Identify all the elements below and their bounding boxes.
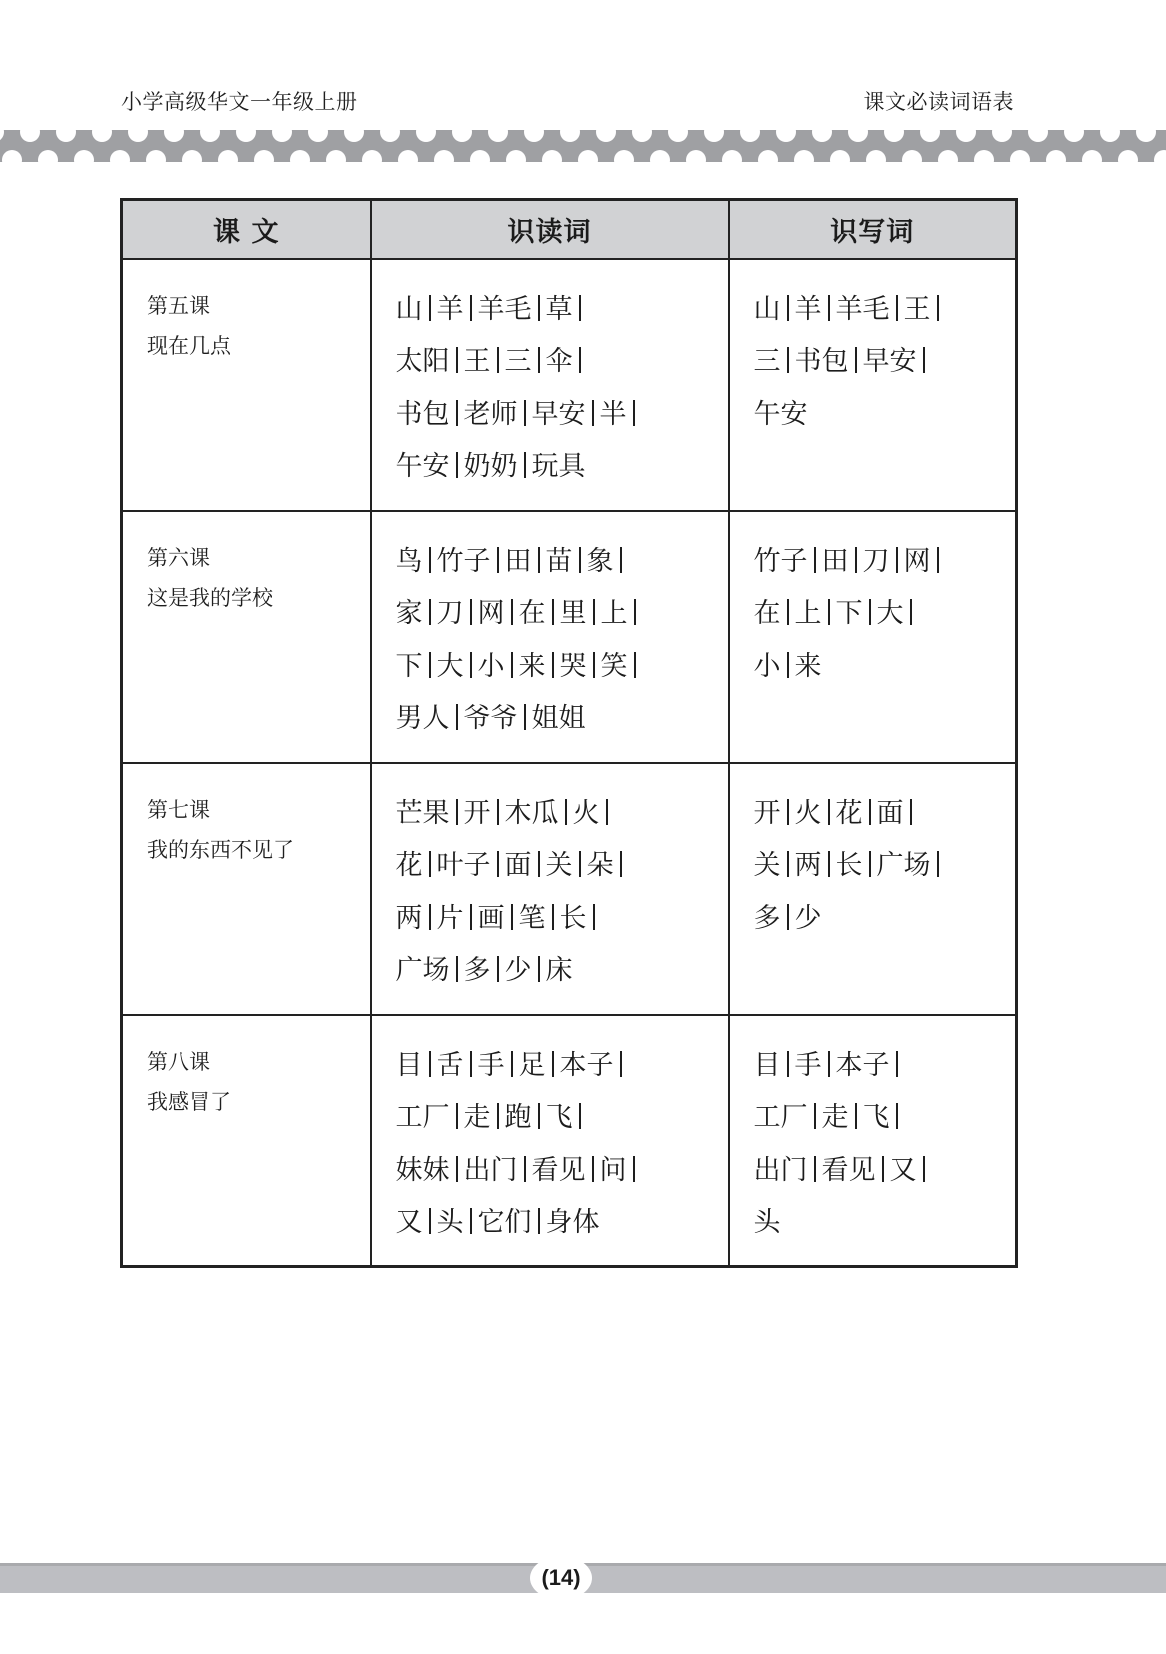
separator-bar (497, 799, 499, 825)
separator-bar (470, 295, 472, 321)
vocab-word: 妹妹 (395, 1154, 450, 1186)
separator-bar (937, 851, 939, 877)
vocab-word: 下 (835, 598, 863, 629)
write-words-cell (729, 1015, 1017, 1267)
vocab-word: 在 (518, 598, 546, 629)
vocab-word: 在 (753, 598, 781, 629)
vocab-word: 看见 (531, 1154, 586, 1186)
vocab-word: 姐姐 (531, 703, 586, 734)
vocab-word: 羊毛 (835, 293, 890, 325)
separator-bar (787, 652, 789, 678)
vocab-word: 王 (463, 346, 491, 377)
separator-bar (787, 295, 789, 321)
vocab-word: 哭 (559, 650, 587, 682)
vocab-word: 午安 (753, 398, 808, 430)
separator-bar (579, 347, 581, 373)
vocab-word: 来 (518, 650, 546, 682)
separator-bar (620, 547, 622, 573)
lesson-cell (122, 259, 371, 511)
separator-bar (470, 599, 472, 625)
vocab-word: 火 (794, 797, 822, 829)
vocab-word: 网 (477, 598, 505, 629)
vocab-word: 问 (599, 1154, 627, 1186)
word-line (754, 1145, 1016, 1198)
word-line (396, 284, 728, 337)
vocab-word: 又 (395, 1207, 423, 1238)
separator-bar (538, 1103, 540, 1129)
word-line (396, 840, 728, 893)
word-line (396, 788, 728, 841)
vocab-word: 飞 (862, 1102, 890, 1133)
vocab-word: 鸟 (395, 545, 423, 577)
word-line (754, 1197, 1016, 1250)
vocab-word: 两 (794, 850, 822, 881)
vocab-word: 多 (753, 902, 781, 934)
vocab-word: 朵 (586, 850, 614, 881)
word-line (754, 588, 1016, 641)
separator-bar (634, 652, 636, 678)
separator-bar (456, 799, 458, 825)
lesson-title: 现在几点 (147, 333, 231, 358)
separator-bar (579, 1103, 581, 1129)
vocab-word: 大 (436, 650, 464, 682)
vocab-word: 目 (753, 1049, 781, 1081)
vocab-word: 木瓜 (504, 797, 559, 829)
separator-bar (620, 1051, 622, 1077)
vocab-word: 奶奶 (463, 451, 518, 482)
separator-bar (579, 851, 581, 877)
word-line (396, 893, 728, 946)
separator-bar (511, 599, 513, 625)
word-line (754, 641, 1016, 694)
vocab-word: 它们 (477, 1207, 532, 1238)
vocab-word: 看见 (821, 1154, 876, 1186)
separator-bar (828, 599, 830, 625)
vocab-word: 里 (559, 598, 587, 629)
vocab-word: 长 (559, 902, 587, 934)
table-header-row (122, 200, 1017, 259)
separator-bar (565, 799, 567, 825)
vocab-word: 男人 (395, 703, 450, 734)
column-header-read-words: 识读词 (371, 200, 729, 259)
vocab-word: 片 (436, 902, 464, 934)
write-words-cell (729, 511, 1017, 763)
vocab-word: 王 (903, 293, 931, 325)
vocab-word: 头 (753, 1207, 781, 1238)
read-words-cell (371, 763, 729, 1015)
separator-bar (552, 599, 554, 625)
separator-bar (511, 652, 513, 678)
vocab-word: 工厂 (395, 1102, 450, 1133)
word-line (754, 284, 1016, 337)
separator-bar (592, 400, 594, 426)
vocab-word: 家 (395, 598, 423, 629)
word-line (396, 536, 728, 589)
page-number-badge (530, 1556, 592, 1600)
vocab-word: 面 (504, 850, 532, 881)
vocab-word: 手 (477, 1049, 505, 1081)
separator-bar (923, 347, 925, 373)
separator-bar (497, 347, 499, 373)
separator-bar (896, 547, 898, 573)
separator-bar (787, 904, 789, 930)
separator-bar (896, 1051, 898, 1077)
vocab-word: 两 (395, 902, 423, 934)
write-words-cell (729, 763, 1017, 1015)
vocab-word: 面 (876, 797, 904, 829)
vocab-word: 早安 (862, 346, 917, 377)
separator-bar (787, 347, 789, 373)
vocabulary-table (120, 198, 1018, 1268)
column-header-lesson: 课 文 (122, 200, 371, 259)
vocab-word: 太阳 (395, 346, 450, 377)
vocab-word: 网 (903, 545, 931, 577)
vocab-word: 出门 (463, 1154, 518, 1186)
vocab-word: 伞 (545, 346, 573, 377)
separator-bar (538, 547, 540, 573)
vocab-word: 出门 (753, 1154, 808, 1186)
word-line (396, 945, 728, 998)
vocab-word: 手 (794, 1049, 822, 1081)
vocab-word: 花 (835, 797, 863, 829)
separator-bar (429, 851, 431, 877)
vocab-word: 半 (599, 398, 627, 430)
vocab-word: 午安 (395, 451, 450, 482)
separator-bar (470, 1208, 472, 1234)
vocab-word: 玩具 (531, 451, 586, 482)
separator-bar (456, 1103, 458, 1129)
word-line (754, 1040, 1016, 1093)
separator-bar (814, 547, 816, 573)
word-line (396, 1092, 728, 1145)
vocab-word: 山 (395, 293, 423, 325)
separator-bar (538, 347, 540, 373)
separator-bar (828, 799, 830, 825)
vocab-word: 足 (518, 1049, 546, 1081)
separator-bar (497, 547, 499, 573)
vocab-word: 又 (889, 1154, 917, 1186)
vocab-word: 草 (545, 293, 573, 325)
vocab-word: 目 (395, 1049, 423, 1081)
separator-bar (456, 704, 458, 730)
vocab-word: 象 (586, 545, 614, 577)
separator-bar (882, 1156, 884, 1182)
separator-bar (497, 1103, 499, 1129)
word-line (754, 788, 1016, 841)
separator-bar (552, 652, 554, 678)
word-line (754, 840, 1016, 893)
read-words-cell (371, 259, 729, 511)
separator-bar (429, 599, 431, 625)
read-words-cell (371, 1015, 729, 1267)
vocab-word: 床 (545, 955, 573, 986)
vocab-word: 羊毛 (477, 293, 532, 325)
vocab-word: 关 (753, 850, 781, 881)
vocab-word: 本子 (559, 1049, 614, 1081)
separator-bar (937, 547, 939, 573)
separator-bar (497, 851, 499, 877)
separator-bar (593, 904, 595, 930)
separator-bar (524, 1156, 526, 1182)
vocab-word: 爷爷 (463, 703, 518, 734)
vocab-word: 笑 (600, 650, 628, 682)
lesson-number: 第五课 (147, 293, 210, 318)
vocab-word: 广场 (395, 955, 450, 986)
separator-bar (538, 851, 540, 877)
separator-bar (429, 295, 431, 321)
table-row (122, 259, 1017, 511)
vocab-word: 山 (753, 293, 781, 325)
separator-bar (869, 599, 871, 625)
lesson-number: 第八课 (147, 1049, 210, 1074)
separator-bar (869, 851, 871, 877)
separator-bar (910, 599, 912, 625)
separator-bar (869, 799, 871, 825)
separator-bar (429, 1051, 431, 1077)
separator-bar (828, 851, 830, 877)
separator-bar (814, 1156, 816, 1182)
separator-bar (923, 1156, 925, 1182)
separator-bar (552, 1051, 554, 1077)
separator-bar (620, 851, 622, 877)
separator-bar (787, 1051, 789, 1077)
vocab-word: 头 (436, 1207, 464, 1238)
word-line (754, 1092, 1016, 1145)
read-words-cell (371, 511, 729, 763)
separator-bar (787, 599, 789, 625)
vocab-word: 叶子 (436, 850, 491, 881)
vocab-word: 刀 (436, 598, 464, 629)
separator-bar (910, 799, 912, 825)
section-title: 课文必读词语表 (863, 90, 1014, 114)
separator-bar (633, 1156, 635, 1182)
scalloped-divider (0, 130, 1166, 162)
lesson-number: 第六课 (147, 545, 210, 570)
lesson-title: 我的东西不见了 (147, 837, 294, 862)
vocab-word: 火 (572, 797, 600, 829)
vocab-word: 三 (504, 346, 532, 377)
separator-bar (579, 547, 581, 573)
word-line (754, 336, 1016, 389)
separator-bar (593, 652, 595, 678)
vocab-word: 关 (545, 850, 573, 881)
vocab-word: 本子 (835, 1049, 890, 1081)
vocab-word: 小 (753, 650, 781, 682)
vocab-word: 少 (504, 955, 532, 986)
separator-bar (524, 400, 526, 426)
separator-bar (456, 347, 458, 373)
vocab-word: 刀 (862, 545, 890, 577)
separator-bar (429, 904, 431, 930)
separator-bar (592, 1156, 594, 1182)
vocab-word: 下 (395, 650, 423, 682)
word-line (396, 1040, 728, 1093)
separator-bar (855, 347, 857, 373)
word-line (396, 693, 728, 746)
book-title: 小学高级华文一年级上册 (121, 90, 358, 114)
vocab-word: 来 (794, 650, 822, 682)
page-number: (14) (541, 1565, 581, 1590)
separator-bar (470, 904, 472, 930)
separator-bar (634, 599, 636, 625)
lesson-cell (122, 511, 371, 763)
separator-bar (470, 1051, 472, 1077)
word-line (396, 1145, 728, 1198)
word-line (754, 536, 1016, 589)
vocab-word: 开 (753, 797, 781, 829)
separator-bar (814, 1103, 816, 1129)
running-header (0, 86, 1166, 122)
separator-bar (429, 1208, 431, 1234)
word-line (396, 389, 728, 442)
separator-bar (538, 295, 540, 321)
separator-bar (855, 1103, 857, 1129)
separator-bar (456, 452, 458, 478)
word-line (396, 336, 728, 389)
vocab-word: 笔 (518, 902, 546, 934)
vocab-word: 苗 (545, 545, 573, 577)
separator-bar (524, 452, 526, 478)
vocab-word: 广场 (876, 850, 931, 881)
table-row (122, 1015, 1017, 1267)
vocab-word: 竹子 (436, 545, 491, 577)
separator-bar (828, 295, 830, 321)
table-row (122, 511, 1017, 763)
lesson-title: 这是我的学校 (147, 585, 273, 610)
separator-bar (511, 904, 513, 930)
separator-bar (511, 1051, 513, 1077)
separator-bar (456, 1156, 458, 1182)
vocab-word: 芒果 (395, 797, 450, 829)
separator-bar (828, 1051, 830, 1077)
vocab-word: 多 (463, 955, 491, 986)
separator-bar (456, 956, 458, 982)
word-line (396, 1197, 728, 1250)
vocab-word: 大 (876, 598, 904, 629)
separator-bar (497, 956, 499, 982)
vocab-word: 小 (477, 650, 505, 682)
separator-bar (470, 652, 472, 678)
vocab-word: 走 (463, 1102, 491, 1133)
separator-bar (579, 295, 581, 321)
vocab-word: 少 (794, 902, 822, 934)
separator-bar (538, 956, 540, 982)
separator-bar (593, 599, 595, 625)
separator-bar (429, 652, 431, 678)
separator-bar (606, 799, 608, 825)
word-line (396, 641, 728, 694)
table-row (122, 763, 1017, 1015)
vocab-word: 工厂 (753, 1102, 808, 1133)
separator-bar (633, 400, 635, 426)
vocab-word: 早安 (531, 398, 586, 430)
vocab-word: 羊 (794, 293, 822, 325)
vocab-word: 开 (463, 797, 491, 829)
vocab-word: 花 (395, 850, 423, 881)
vocab-word: 画 (477, 902, 505, 934)
vocab-word: 长 (835, 850, 863, 881)
lesson-number: 第七课 (147, 797, 210, 822)
vocab-word: 飞 (545, 1102, 573, 1133)
word-line (754, 389, 1016, 442)
separator-bar (552, 904, 554, 930)
word-line (396, 441, 728, 494)
separator-bar (896, 1103, 898, 1129)
vocab-word: 竹子 (753, 545, 808, 577)
vocab-word: 田 (504, 545, 532, 577)
separator-bar (538, 1208, 540, 1234)
word-line (754, 893, 1016, 946)
write-words-cell (729, 259, 1017, 511)
separator-bar (855, 547, 857, 573)
lesson-title: 我感冒了 (147, 1089, 231, 1114)
vocab-word: 上 (600, 598, 628, 629)
separator-bar (787, 799, 789, 825)
vocab-word: 羊 (436, 293, 464, 325)
separator-bar (429, 547, 431, 573)
separator-bar (937, 295, 939, 321)
separator-bar (787, 851, 789, 877)
column-header-write-words: 识写词 (729, 200, 1017, 259)
vocab-word: 书包 (395, 398, 450, 430)
vocab-word: 走 (821, 1102, 849, 1133)
vocab-word: 上 (794, 598, 822, 629)
separator-bar (896, 295, 898, 321)
lesson-cell (122, 1015, 371, 1267)
vocab-word: 老师 (463, 398, 518, 430)
separator-bar (524, 704, 526, 730)
vocab-word: 舌 (436, 1049, 464, 1081)
vocab-word: 田 (821, 545, 849, 577)
word-line (396, 588, 728, 641)
vocab-word: 三 (753, 346, 781, 377)
lesson-cell (122, 763, 371, 1015)
vocab-word: 身体 (545, 1207, 600, 1238)
vocab-word: 跑 (504, 1102, 532, 1133)
separator-bar (456, 400, 458, 426)
vocab-word: 书包 (794, 346, 849, 377)
